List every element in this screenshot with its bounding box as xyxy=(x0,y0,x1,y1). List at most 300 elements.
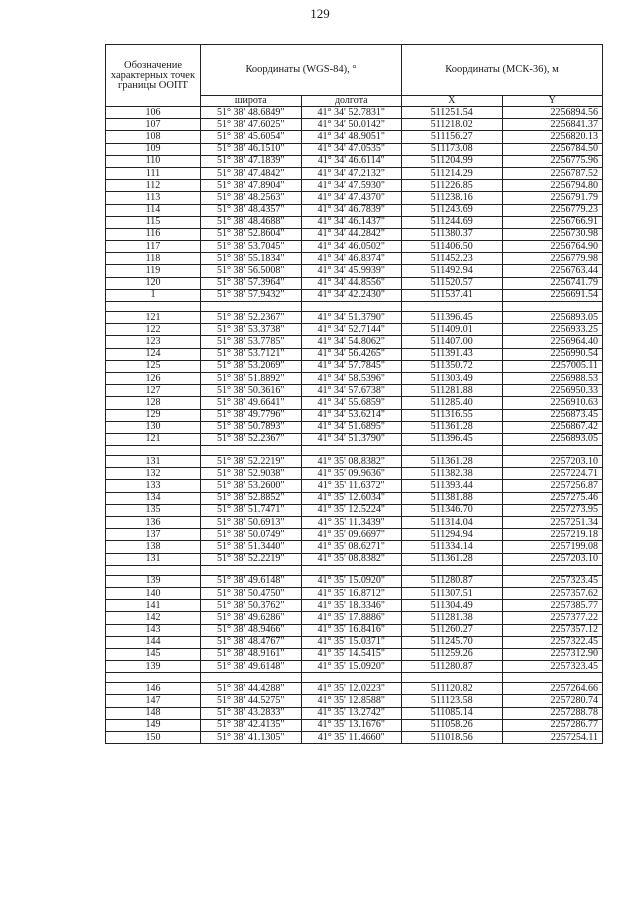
table-row xyxy=(106,119,603,131)
longitude-cell: 41° 35' 09.9636" xyxy=(301,468,402,480)
point-id-cell: 121 xyxy=(106,433,201,445)
latitude-cell: 51° 38' 48.4688" xyxy=(201,216,302,228)
separator-cell xyxy=(106,565,201,575)
longitude-cell: 41° 35' 11.3439" xyxy=(301,517,402,529)
y-cell: 2257357.12 xyxy=(502,624,603,636)
separator-cell xyxy=(301,446,402,456)
header-longitude: долгота xyxy=(301,96,402,107)
x-cell: 511452.23 xyxy=(402,253,503,265)
x-cell: 511303.49 xyxy=(402,372,503,384)
table-row xyxy=(106,385,603,397)
point-id-cell: 115 xyxy=(106,216,201,228)
table-row xyxy=(106,624,603,636)
point-id-cell: 132 xyxy=(106,468,201,480)
y-cell: 2257273.95 xyxy=(502,504,603,516)
table-row xyxy=(106,192,603,204)
table-row xyxy=(106,155,603,167)
point-id-cell: 131 xyxy=(106,553,201,565)
table-row xyxy=(106,504,603,516)
latitude-cell: 51° 38' 51.8892" xyxy=(201,372,302,384)
latitude-cell: 51° 38' 53.7045" xyxy=(201,241,302,253)
header-msk36: Координаты (МСК-36), м xyxy=(402,45,603,96)
separator-cell xyxy=(502,673,603,683)
latitude-cell: 51° 38' 52.8604" xyxy=(201,228,302,240)
table-row xyxy=(106,553,603,565)
x-cell: 511251.54 xyxy=(402,107,503,119)
x-cell: 511361.28 xyxy=(402,456,503,468)
table-row xyxy=(106,204,603,216)
longitude-cell: 41° 35' 12.6034" xyxy=(301,492,402,504)
x-cell: 511285.40 xyxy=(402,397,503,409)
longitude-cell: 41° 34' 51.3790" xyxy=(301,312,402,324)
table-row xyxy=(106,695,603,707)
longitude-cell: 41° 34' 47.5930" xyxy=(301,180,402,192)
x-cell: 511214.29 xyxy=(402,167,503,179)
table-row xyxy=(106,517,603,529)
table-row xyxy=(106,587,603,599)
separator-cell xyxy=(502,565,603,575)
x-cell: 511406.50 xyxy=(402,241,503,253)
x-cell: 511281.88 xyxy=(402,385,503,397)
longitude-cell: 41° 34' 52.7144" xyxy=(301,324,402,336)
point-id-cell: 137 xyxy=(106,529,201,541)
table-row xyxy=(106,107,603,119)
separator-cell xyxy=(106,673,201,683)
y-cell: 2257385.77 xyxy=(502,600,603,612)
latitude-cell: 51° 38' 47.6025" xyxy=(201,119,302,131)
point-id-cell: 106 xyxy=(106,107,201,119)
longitude-cell: 41° 34' 51.3790" xyxy=(301,433,402,445)
table-row xyxy=(106,372,603,384)
point-id-cell: 150 xyxy=(106,732,201,744)
x-cell: 511244.69 xyxy=(402,216,503,228)
y-cell: 2256990.54 xyxy=(502,348,603,360)
table-row xyxy=(106,433,603,445)
point-id-cell: 117 xyxy=(106,241,201,253)
x-cell: 511018.56 xyxy=(402,732,503,744)
group-separator-row xyxy=(106,446,603,456)
x-cell: 511173.08 xyxy=(402,143,503,155)
latitude-cell: 51° 38' 52.2219" xyxy=(201,456,302,468)
point-id-cell: 120 xyxy=(106,277,201,289)
table-row xyxy=(106,480,603,492)
point-id-cell: 109 xyxy=(106,143,201,155)
x-cell: 511492.94 xyxy=(402,265,503,277)
separator-cell xyxy=(301,673,402,683)
separator-cell xyxy=(201,565,302,575)
table-row xyxy=(106,636,603,648)
longitude-cell: 41° 35' 16.8416" xyxy=(301,624,402,636)
x-cell: 511218.02 xyxy=(402,119,503,131)
latitude-cell: 51° 38' 50.0749" xyxy=(201,529,302,541)
table-row xyxy=(106,216,603,228)
point-id-cell: 148 xyxy=(106,707,201,719)
latitude-cell: 51° 38' 55.1834" xyxy=(201,253,302,265)
x-cell: 511381.88 xyxy=(402,492,503,504)
point-id-cell: 147 xyxy=(106,695,201,707)
y-cell: 2256764.90 xyxy=(502,241,603,253)
y-cell: 2257357.62 xyxy=(502,587,603,599)
x-cell: 511204.99 xyxy=(402,155,503,167)
longitude-cell: 41° 34' 46.7839" xyxy=(301,204,402,216)
longitude-cell: 41° 35' 13.1676" xyxy=(301,719,402,731)
table-row xyxy=(106,612,603,624)
table-row xyxy=(106,468,603,480)
longitude-cell: 41° 35' 12.8588" xyxy=(301,695,402,707)
longitude-cell: 41° 34' 46.0502" xyxy=(301,241,402,253)
point-id-cell: 144 xyxy=(106,636,201,648)
y-cell: 2256820.13 xyxy=(502,131,603,143)
x-cell: 511396.45 xyxy=(402,433,503,445)
table-row xyxy=(106,661,603,673)
longitude-cell: 41° 34' 47.4370" xyxy=(301,192,402,204)
x-cell: 511238.16 xyxy=(402,192,503,204)
table-row xyxy=(106,289,603,301)
point-id-cell: 121 xyxy=(106,312,201,324)
x-cell: 511156.27 xyxy=(402,131,503,143)
y-cell: 2256910.63 xyxy=(502,397,603,409)
y-cell: 2256873.45 xyxy=(502,409,603,421)
y-cell: 2256766.91 xyxy=(502,216,603,228)
longitude-cell: 41° 34' 52.7831" xyxy=(301,107,402,119)
separator-cell xyxy=(402,673,503,683)
longitude-cell: 41° 34' 47.2132" xyxy=(301,167,402,179)
y-cell: 2257005.11 xyxy=(502,360,603,372)
longitude-cell: 41° 34' 47.0535" xyxy=(301,143,402,155)
point-id-cell: 131 xyxy=(106,456,201,468)
y-cell: 2257219.18 xyxy=(502,529,603,541)
x-cell: 511243.69 xyxy=(402,204,503,216)
table-row xyxy=(106,456,603,468)
table-row xyxy=(106,253,603,265)
y-cell: 2257224.71 xyxy=(502,468,603,480)
y-cell: 2257264.66 xyxy=(502,683,603,695)
x-cell: 511260.27 xyxy=(402,624,503,636)
longitude-cell: 41° 34' 54.8062" xyxy=(301,336,402,348)
y-cell: 2256933.25 xyxy=(502,324,603,336)
longitude-cell: 41° 35' 11.6372" xyxy=(301,480,402,492)
point-id-cell: 111 xyxy=(106,167,201,179)
x-cell: 511350.72 xyxy=(402,360,503,372)
longitude-cell: 41° 34' 53.6214" xyxy=(301,409,402,421)
point-id-cell: 122 xyxy=(106,324,201,336)
point-id-cell: 139 xyxy=(106,575,201,587)
table-row xyxy=(106,541,603,553)
group-separator-row xyxy=(106,673,603,683)
y-cell: 2256787.52 xyxy=(502,167,603,179)
longitude-cell: 41° 35' 18.3346" xyxy=(301,600,402,612)
latitude-cell: 51° 38' 52.2219" xyxy=(201,553,302,565)
separator-cell xyxy=(402,302,503,312)
y-cell: 2256988.53 xyxy=(502,372,603,384)
latitude-cell: 51° 38' 48.9466" xyxy=(201,624,302,636)
header-designation: Обозначение характерных точек границы ООПТ xyxy=(106,45,201,107)
table-row xyxy=(106,719,603,731)
separator-cell xyxy=(201,673,302,683)
point-id-cell: 129 xyxy=(106,409,201,421)
table-row xyxy=(106,707,603,719)
table-row xyxy=(106,529,603,541)
longitude-cell: 41° 35' 08.8382" xyxy=(301,553,402,565)
latitude-cell: 51° 38' 50.4750" xyxy=(201,587,302,599)
point-id-cell: 125 xyxy=(106,360,201,372)
point-id-cell: 123 xyxy=(106,336,201,348)
x-cell: 511407.00 xyxy=(402,336,503,348)
latitude-cell: 51° 38' 47.1839" xyxy=(201,155,302,167)
point-id-cell: 112 xyxy=(106,180,201,192)
y-cell: 2256964.40 xyxy=(502,336,603,348)
latitude-cell: 51° 38' 49.6148" xyxy=(201,661,302,673)
table-row xyxy=(106,421,603,433)
x-cell: 511304.49 xyxy=(402,600,503,612)
y-cell: 2257322.45 xyxy=(502,636,603,648)
point-id-cell: 138 xyxy=(106,541,201,553)
point-id-cell: 141 xyxy=(106,600,201,612)
latitude-cell: 51° 38' 44.5275" xyxy=(201,695,302,707)
x-cell: 511316.55 xyxy=(402,409,503,421)
latitude-cell: 51° 38' 53.7785" xyxy=(201,336,302,348)
y-cell: 2257199.08 xyxy=(502,541,603,553)
longitude-cell: 41° 34' 51.6895" xyxy=(301,421,402,433)
table-row xyxy=(106,575,603,587)
y-cell: 2257203.10 xyxy=(502,553,603,565)
separator-cell xyxy=(301,565,402,575)
y-cell: 2256791.79 xyxy=(502,192,603,204)
x-cell: 511361.28 xyxy=(402,421,503,433)
point-id-cell: 142 xyxy=(106,612,201,624)
latitude-cell: 51° 38' 50.3616" xyxy=(201,385,302,397)
table-row xyxy=(106,265,603,277)
longitude-cell: 41° 35' 12.0223" xyxy=(301,683,402,695)
x-cell: 511334.14 xyxy=(402,541,503,553)
table-row xyxy=(106,277,603,289)
table-row xyxy=(106,683,603,695)
y-cell: 2257275.46 xyxy=(502,492,603,504)
y-cell: 2257254.11 xyxy=(502,732,603,744)
point-id-cell: 114 xyxy=(106,204,201,216)
latitude-cell: 51° 38' 52.2367" xyxy=(201,312,302,324)
separator-cell xyxy=(502,446,603,456)
point-id-cell: 135 xyxy=(106,504,201,516)
x-cell: 511361.28 xyxy=(402,553,503,565)
latitude-cell: 51° 38' 41.1305" xyxy=(201,732,302,744)
point-id-cell: 124 xyxy=(106,348,201,360)
latitude-cell: 51° 38' 50.6913" xyxy=(201,517,302,529)
header-wgs84: Координаты (WGS-84), ° xyxy=(201,45,402,96)
latitude-cell: 51° 38' 47.4842" xyxy=(201,167,302,179)
longitude-cell: 41° 34' 58.5396" xyxy=(301,372,402,384)
table-row xyxy=(106,600,603,612)
latitude-cell: 51° 38' 57.3964" xyxy=(201,277,302,289)
latitude-cell: 51° 38' 53.2600" xyxy=(201,480,302,492)
latitude-cell: 51° 38' 48.4357" xyxy=(201,204,302,216)
latitude-cell: 51° 38' 43.2833" xyxy=(201,707,302,719)
point-id-cell: 149 xyxy=(106,719,201,731)
table-body xyxy=(106,107,603,744)
separator-cell xyxy=(402,446,503,456)
y-cell: 2256893.05 xyxy=(502,312,603,324)
y-cell: 2257323.45 xyxy=(502,661,603,673)
x-cell: 511280.87 xyxy=(402,661,503,673)
latitude-cell: 51° 38' 49.6641" xyxy=(201,397,302,409)
longitude-cell: 41° 34' 48.9051" xyxy=(301,131,402,143)
longitude-cell: 41° 34' 57.6738" xyxy=(301,385,402,397)
latitude-cell: 51° 38' 48.2563" xyxy=(201,192,302,204)
latitude-cell: 51° 38' 52.2367" xyxy=(201,433,302,445)
x-cell: 511280.87 xyxy=(402,575,503,587)
header-latitude: широта xyxy=(201,96,302,107)
longitude-cell: 41° 34' 56.4265" xyxy=(301,348,402,360)
table-row xyxy=(106,648,603,660)
y-cell: 2256775.96 xyxy=(502,155,603,167)
latitude-cell: 51° 38' 45.6054" xyxy=(201,131,302,143)
longitude-cell: 41° 34' 42.2430" xyxy=(301,289,402,301)
point-id-cell: 110 xyxy=(106,155,201,167)
longitude-cell: 41° 35' 11.4660" xyxy=(301,732,402,744)
table-row xyxy=(106,167,603,179)
x-cell: 511396.45 xyxy=(402,312,503,324)
point-id-cell: 143 xyxy=(106,624,201,636)
separator-cell xyxy=(201,446,302,456)
point-id-cell: 116 xyxy=(106,228,201,240)
y-cell: 2256893.05 xyxy=(502,433,603,445)
x-cell: 511307.51 xyxy=(402,587,503,599)
y-cell: 2256779.23 xyxy=(502,204,603,216)
separator-cell xyxy=(106,302,201,312)
longitude-cell: 41° 34' 44.8556" xyxy=(301,277,402,289)
separator-cell xyxy=(201,302,302,312)
y-cell: 2256741.79 xyxy=(502,277,603,289)
y-cell: 2257203.10 xyxy=(502,456,603,468)
point-id-cell: 118 xyxy=(106,253,201,265)
longitude-cell: 41° 35' 08.8382" xyxy=(301,456,402,468)
latitude-cell: 51° 38' 50.3762" xyxy=(201,600,302,612)
header-y: Y xyxy=(502,96,603,107)
latitude-cell: 51° 38' 49.7796" xyxy=(201,409,302,421)
x-cell: 511123.58 xyxy=(402,695,503,707)
table-row xyxy=(106,324,603,336)
page-number: 129 xyxy=(310,6,330,21)
x-cell: 511085.14 xyxy=(402,707,503,719)
longitude-cell: 41° 35' 17.8886" xyxy=(301,612,402,624)
table-row xyxy=(106,143,603,155)
latitude-cell: 51° 38' 48.9161" xyxy=(201,648,302,660)
latitude-cell: 51° 38' 50.7893" xyxy=(201,421,302,433)
point-id-cell: 134 xyxy=(106,492,201,504)
point-id-cell: 1 xyxy=(106,289,201,301)
latitude-cell: 51° 38' 52.9038" xyxy=(201,468,302,480)
y-cell: 2257312.90 xyxy=(502,648,603,660)
table-row xyxy=(106,336,603,348)
y-cell: 2257280.74 xyxy=(502,695,603,707)
point-id-cell: 119 xyxy=(106,265,201,277)
longitude-cell: 41° 35' 14.5415" xyxy=(301,648,402,660)
latitude-cell: 51° 38' 53.3738" xyxy=(201,324,302,336)
x-cell: 511120.82 xyxy=(402,683,503,695)
longitude-cell: 41° 35' 08.6271" xyxy=(301,541,402,553)
y-cell: 2256894.56 xyxy=(502,107,603,119)
y-cell: 2257288.78 xyxy=(502,707,603,719)
latitude-cell: 51° 38' 53.7121" xyxy=(201,348,302,360)
longitude-cell: 41° 34' 55.6859" xyxy=(301,397,402,409)
point-id-cell: 128 xyxy=(106,397,201,409)
x-cell: 511314.04 xyxy=(402,517,503,529)
table-row xyxy=(106,360,603,372)
longitude-cell: 41° 35' 15.0371" xyxy=(301,636,402,648)
y-cell: 2257377.22 xyxy=(502,612,603,624)
point-id-cell: 107 xyxy=(106,119,201,131)
latitude-cell: 51° 38' 48.6849" xyxy=(201,107,302,119)
x-cell: 511391.43 xyxy=(402,348,503,360)
separator-cell xyxy=(301,302,402,312)
latitude-cell: 51° 38' 46.1510" xyxy=(201,143,302,155)
header-x: X xyxy=(402,96,503,107)
group-separator-row xyxy=(106,565,603,575)
longitude-cell: 41° 34' 46.6114" xyxy=(301,155,402,167)
x-cell: 511537.41 xyxy=(402,289,503,301)
longitude-cell: 41° 35' 15.0920" xyxy=(301,575,402,587)
longitude-cell: 41° 34' 46.1437" xyxy=(301,216,402,228)
x-cell: 511346.70 xyxy=(402,504,503,516)
table-row xyxy=(106,180,603,192)
y-cell: 2256730.98 xyxy=(502,228,603,240)
latitude-cell: 51° 38' 42.4135" xyxy=(201,719,302,731)
y-cell: 2256784.50 xyxy=(502,143,603,155)
x-cell: 511058.26 xyxy=(402,719,503,731)
x-cell: 511409.01 xyxy=(402,324,503,336)
latitude-cell: 51° 38' 49.6286" xyxy=(201,612,302,624)
longitude-cell: 41° 34' 50.0142" xyxy=(301,119,402,131)
latitude-cell: 51° 38' 51.7471" xyxy=(201,504,302,516)
x-cell: 511382.38 xyxy=(402,468,503,480)
table-row xyxy=(106,732,603,744)
x-cell: 511393.44 xyxy=(402,480,503,492)
y-cell: 2256841.37 xyxy=(502,119,603,131)
x-cell: 511380.37 xyxy=(402,228,503,240)
latitude-cell: 51° 38' 49.6148" xyxy=(201,575,302,587)
latitude-cell: 51° 38' 51.3440" xyxy=(201,541,302,553)
longitude-cell: 41° 34' 44.2842" xyxy=(301,228,402,240)
longitude-cell: 41° 34' 45.9939" xyxy=(301,265,402,277)
point-id-cell: 126 xyxy=(106,372,201,384)
latitude-cell: 51° 38' 48.4767" xyxy=(201,636,302,648)
y-cell: 2256867.42 xyxy=(502,421,603,433)
longitude-cell: 41° 35' 13.2742" xyxy=(301,707,402,719)
latitude-cell: 51° 38' 53.2069" xyxy=(201,360,302,372)
x-cell: 511281.38 xyxy=(402,612,503,624)
longitude-cell: 41° 35' 16.8712" xyxy=(301,587,402,599)
separator-cell xyxy=(502,302,603,312)
x-cell: 511520.57 xyxy=(402,277,503,289)
point-id-cell: 140 xyxy=(106,587,201,599)
table-row xyxy=(106,409,603,421)
table-row xyxy=(106,241,603,253)
latitude-cell: 51° 38' 44.4288" xyxy=(201,683,302,695)
table-row xyxy=(106,228,603,240)
point-id-cell: 145 xyxy=(106,648,201,660)
point-id-cell: 133 xyxy=(106,480,201,492)
table-row xyxy=(106,312,603,324)
separator-cell xyxy=(402,565,503,575)
coordinates-table xyxy=(105,44,603,744)
longitude-cell: 41° 34' 46.8374" xyxy=(301,253,402,265)
point-id-cell: 113 xyxy=(106,192,201,204)
latitude-cell: 51° 38' 47.8904" xyxy=(201,180,302,192)
group-separator-row xyxy=(106,302,603,312)
point-id-cell: 139 xyxy=(106,661,201,673)
separator-cell xyxy=(106,446,201,456)
table-row xyxy=(106,131,603,143)
